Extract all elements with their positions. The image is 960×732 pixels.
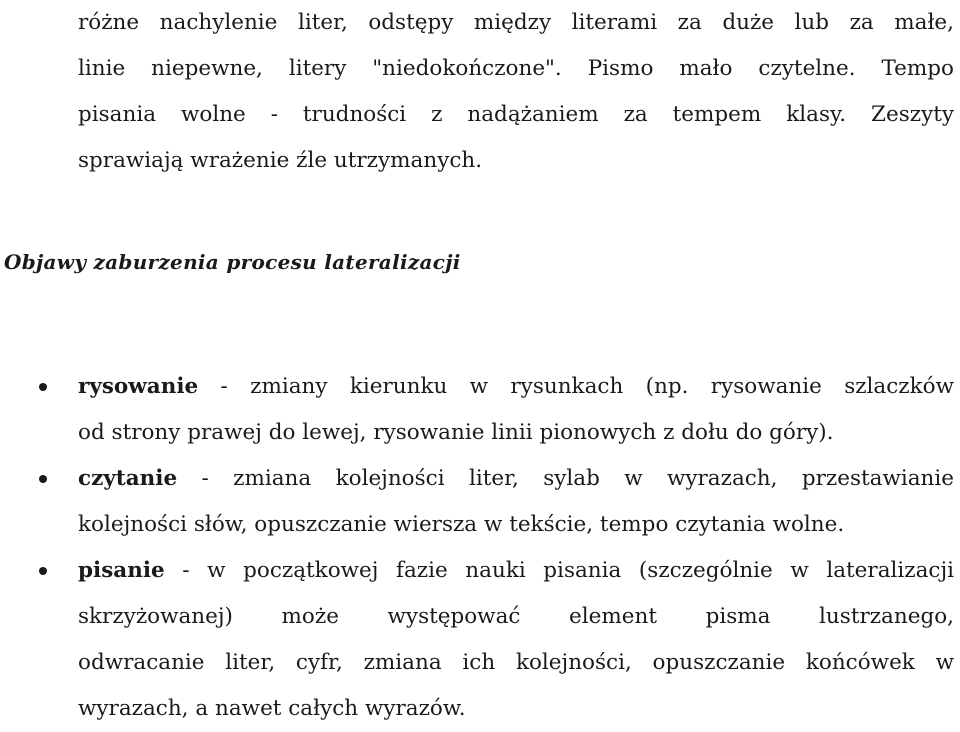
list-item-czytanie <box>0 456 960 548</box>
item-text: - zmiany kierunku w rysunkach (np. rysowanie szlaczków <box>198 374 954 399</box>
item-text: - zmiana kolejności liter, sylab w wyrazach, przestawianie <box>177 466 954 491</box>
list-item-rysowanie <box>0 364 960 456</box>
list-item-line <box>78 456 954 502</box>
list-item-line: kolejności słów, opuszczanie wiersza w tekście, tempo czytania wolne. <box>78 512 845 537</box>
list-item-pisanie <box>0 548 960 732</box>
section-heading: Objawy zaburzenia procesu lateralizacji <box>4 250 461 274</box>
list-item-line: odwracanie liter, cyfr, zmiana ich kolejności, opuszczanie końcówek w <box>78 650 954 675</box>
intro-line: pisania wolne - trudności z nadążaniem za tempem klasy. Zeszyty <box>78 102 954 127</box>
bullet-icon <box>39 475 47 483</box>
bullet-icon <box>39 383 47 391</box>
list-item-line: wyrazach, a nawet całych wyrazów. <box>78 696 466 721</box>
item-term: pisanie <box>78 558 165 583</box>
list-item-line: skrzyżowanej) może występować element pisma lustrzanego, <box>78 604 954 629</box>
intro-line: różne nachylenie liter, odstępy między literami za duże lub za małe, <box>78 10 954 35</box>
intro-line: sprawiają wrażenie źle utrzymanych. <box>78 148 483 173</box>
intro-line: linie niepewne, litery "niedokończone". Pismo mało czytelne. Tempo <box>78 56 954 81</box>
list-item-line: od strony prawej do lewej, rysowanie linii pionowych z dołu do góry). <box>78 420 834 445</box>
item-text: - w początkowej fazie nauki pisania (szczególnie w lateralizacji <box>164 558 954 583</box>
intro-paragraph <box>78 0 954 184</box>
item-term: rysowanie <box>78 374 199 399</box>
item-term: czytanie <box>78 466 178 491</box>
list-item-line <box>78 548 954 594</box>
bullet-icon <box>39 567 47 575</box>
list-item-line <box>78 364 954 410</box>
symptom-list <box>0 364 960 732</box>
